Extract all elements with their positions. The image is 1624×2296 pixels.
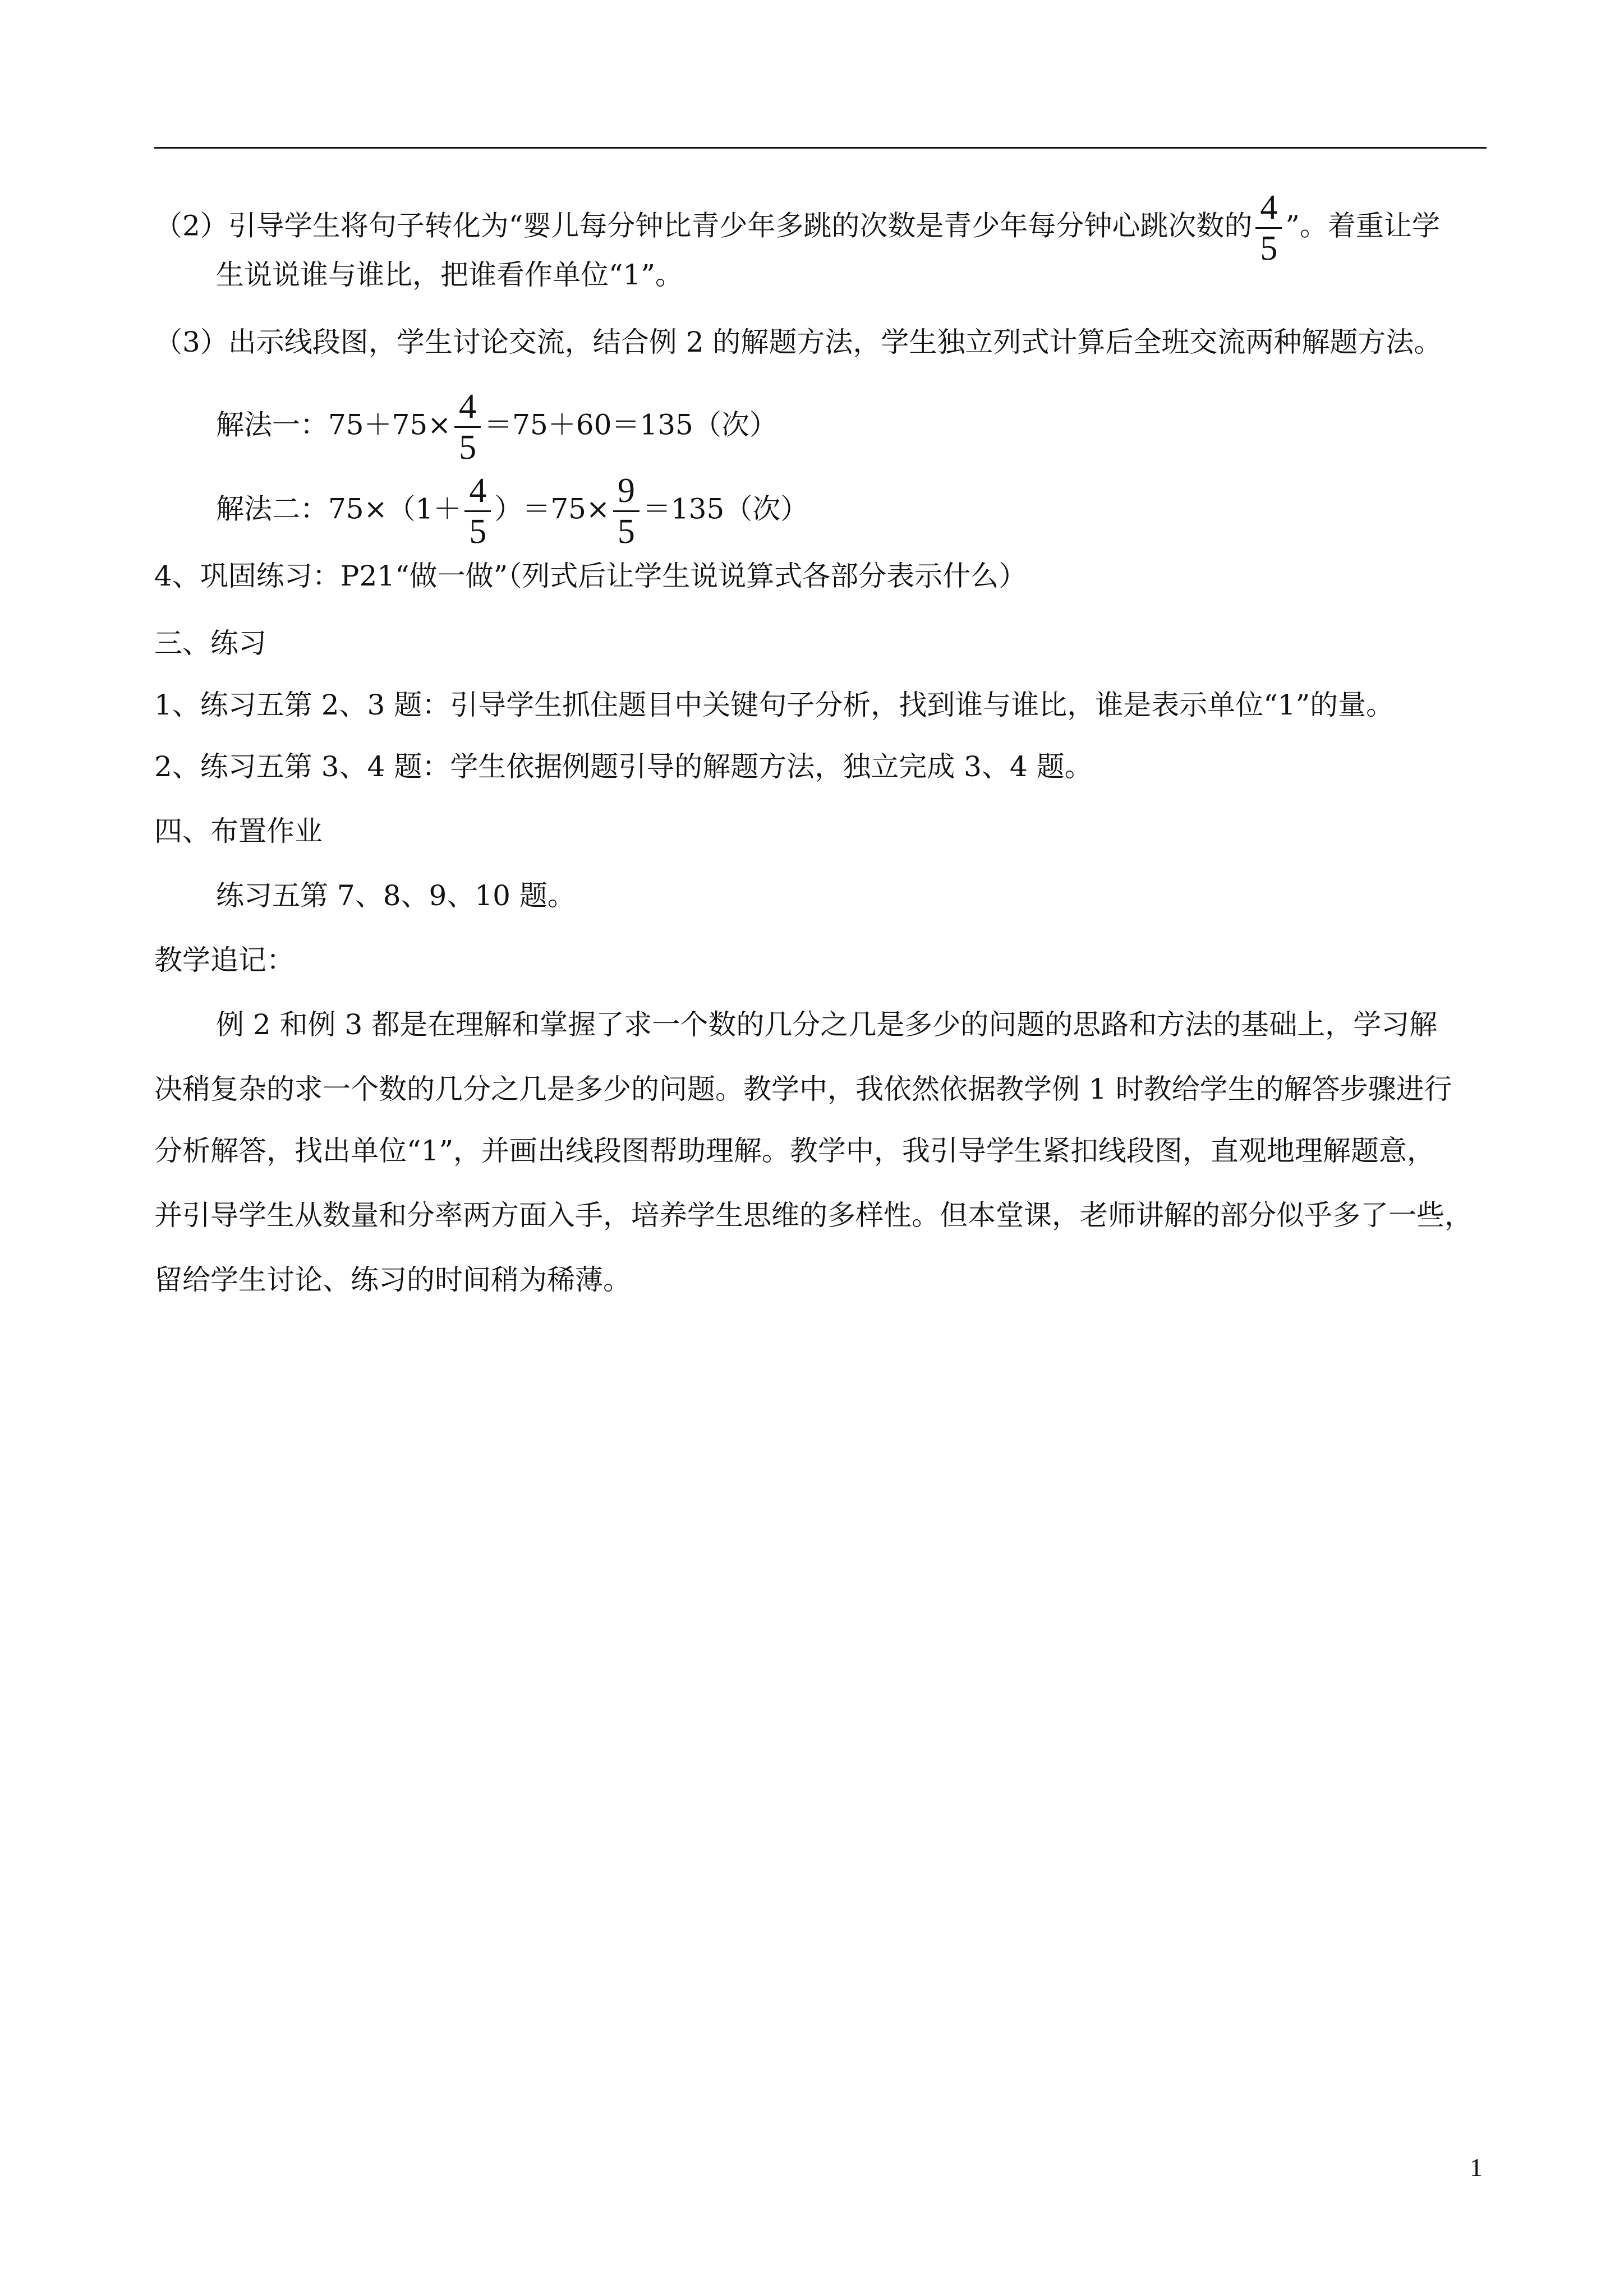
solution-2-text-a: 解法二：75×（1＋	[216, 492, 462, 525]
solution-2-text-c: ＝135（次）	[642, 492, 809, 525]
fraction-denominator: 5	[617, 513, 635, 551]
notes-paragraph-line-4: 并引导学生从数量和分率两方面入手，培养学生思维的多样性。但本堂课，老师讲解的部分似乎多了一些，	[154, 1199, 1473, 1232]
fraction-numerator: 4	[1255, 188, 1282, 229]
section-practice-heading: 三、练习	[154, 627, 266, 660]
solution-2-text-b: ）＝75×	[494, 492, 610, 525]
step-2-text-a: （2）引导学生将句子转化为“婴儿每分钟比青少年多跳的次数是青少年每分钟心跳次数的	[154, 209, 1253, 242]
fraction-four-fifths	[1255, 188, 1282, 268]
solution-1-text-a: 解法一：75＋75×	[216, 408, 452, 441]
fraction-numerator: 4	[454, 387, 481, 428]
header-rule	[154, 147, 1487, 149]
solution-1-line	[216, 387, 778, 467]
teaching-notes-heading: 教学追记：	[154, 944, 295, 976]
step-2-continued: 生说说谁与谁比，把谁看作单位“1”。	[216, 259, 683, 291]
notes-paragraph-line-3: 分析解答，找出单位“1”，并画出线段图帮助理解。教学中，我引导学生紧扣线段图，直观地理解题意，	[154, 1135, 1435, 1167]
practice-item-2: 2、练习五第 3、4 题：学生依据例题引导的解题方法，独立完成 3、4 题。	[154, 750, 1093, 783]
step-3-line: （3）出示线段图，学生讨论交流，结合例 2 的解题方法，学生独立列式计算后全班交流两种解题方法。	[154, 326, 1442, 358]
fraction-numerator: 9	[613, 471, 640, 512]
page-number: 1	[1470, 2153, 1483, 2182]
consolidation-exercise: 4、巩固练习：P21“做一做”（列式后让学生说说算式各部分表示什么）	[154, 560, 1027, 592]
fraction-numerator: 4	[464, 471, 491, 512]
fraction-nine-fifths	[613, 471, 640, 551]
solution-1-text-b: ＝75＋60＝135（次）	[484, 408, 778, 441]
notes-paragraph-line-1: 例 2 和例 3 都是在理解和掌握了求一个数的几分之几是多少的问题的思路和方法的基础上，学习解	[216, 1008, 1438, 1041]
homework-item: 练习五第 7、8、9、10 题。	[216, 879, 576, 912]
fraction-four-fifths	[464, 471, 491, 551]
step-2-line	[154, 188, 1440, 268]
section-homework-heading: 四、布置作业	[154, 815, 323, 847]
fraction-denominator: 5	[1260, 229, 1278, 268]
fraction-denominator: 5	[469, 513, 487, 551]
step-2-text-b: ”。着重让学	[1285, 209, 1440, 242]
fraction-denominator: 5	[459, 428, 477, 467]
fraction-four-fifths	[454, 387, 481, 467]
notes-paragraph-line-5: 留给学生讨论、练习的时间稍为稀薄。	[154, 1264, 631, 1296]
notes-paragraph-line-2: 决稍复杂的求一个数的几分之几是多少的问题。教学中，我依然依据教学例 1 时教给学生的解答步骤进行	[154, 1073, 1452, 1105]
practice-item-1: 1、练习五第 2、3 题：引导学生抓住题目中关键句子分析，找到谁与谁比，谁是表示单位“1”的量。	[154, 689, 1395, 721]
solution-2-line	[216, 471, 808, 551]
